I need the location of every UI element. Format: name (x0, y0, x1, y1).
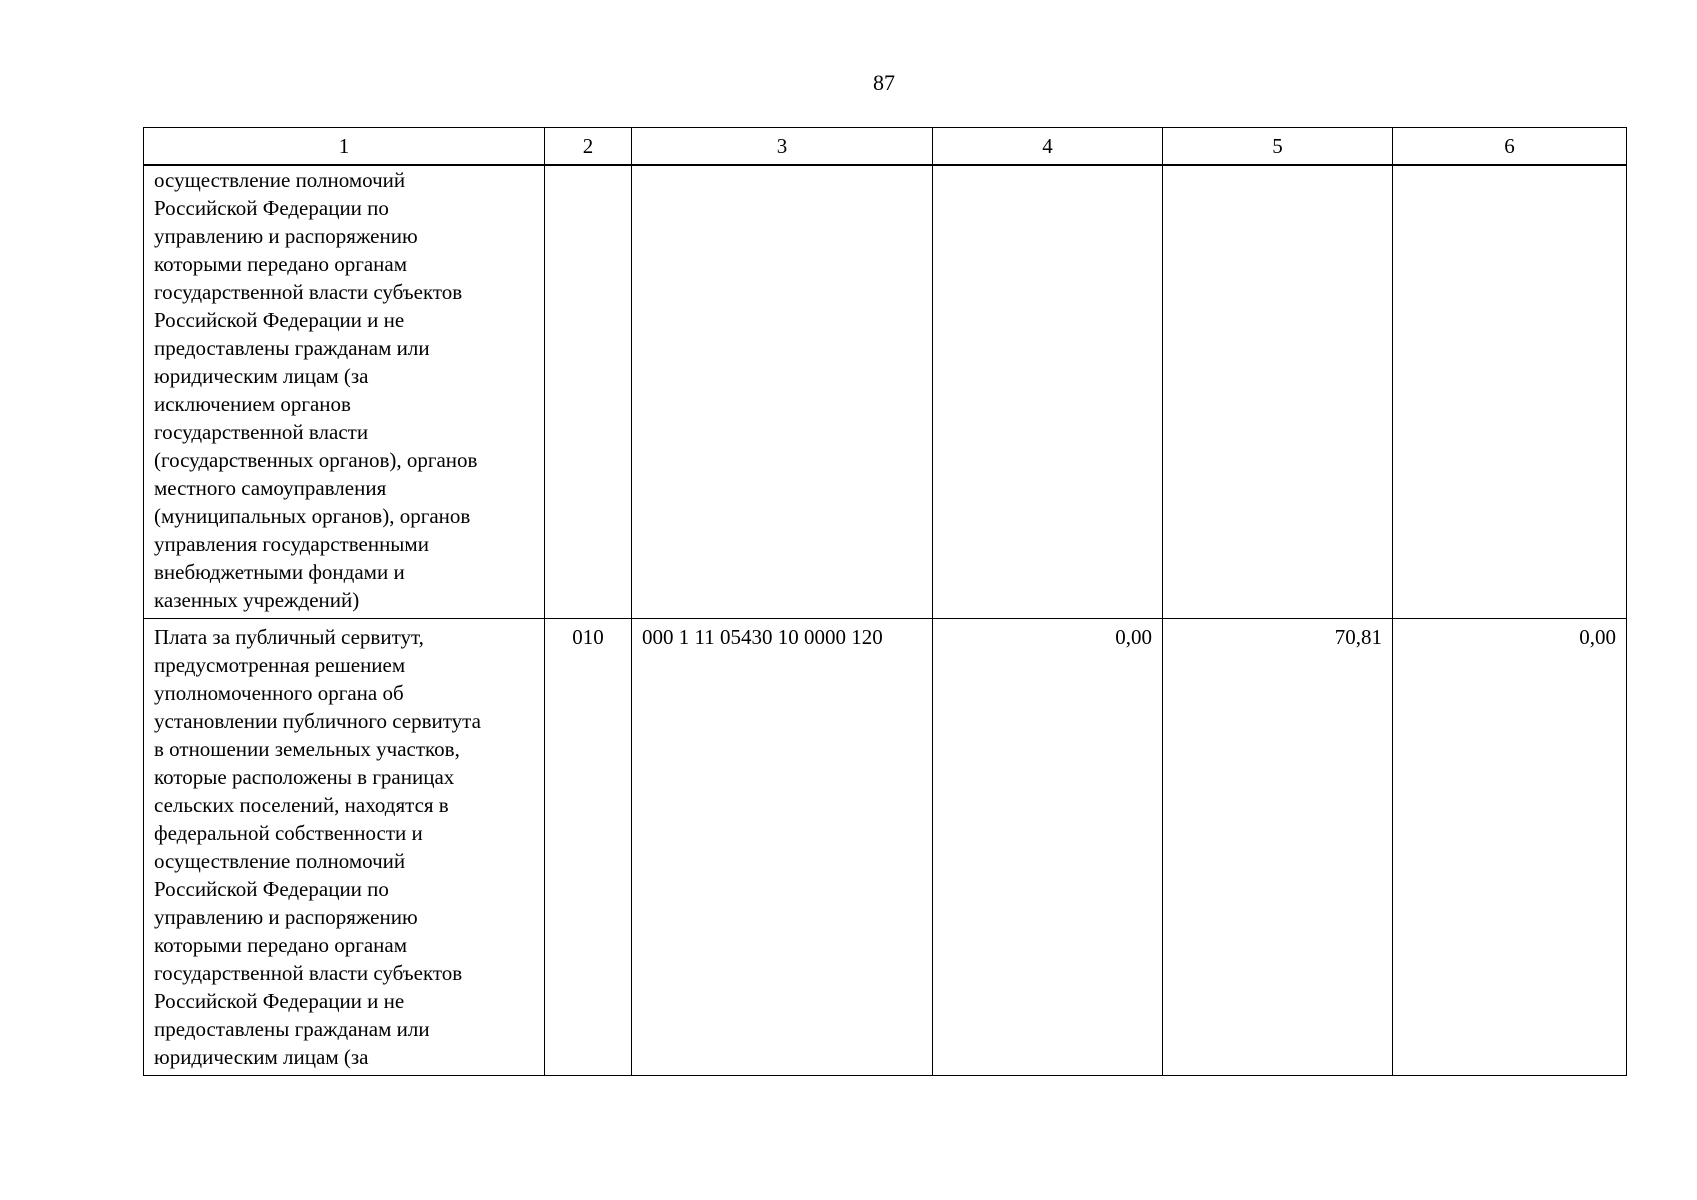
cell-code-kbk: 000 1 11 05430 10 0000 120 (632, 619, 933, 1076)
cell-code-admin (545, 165, 632, 619)
table-row (144, 165, 1627, 619)
column-header-5: 5 (1163, 128, 1393, 166)
table-row (144, 619, 1627, 1076)
cell-value-6 (1393, 165, 1627, 619)
description-text: Плата за публичный сервитут, предусмотренная решением уполномоченного органа об установлении публичного сервитута в отношении земельных участков, которые расположены в границах сельских поселений, находятся в федеральной собственности и осуществление полномочий Российской Федерации по управлению и распоряжению которыми передано органам государственной власти субъектов Российской Федерации и не предоставлены гражданам или юридическим лицам (за (154, 625, 481, 1069)
cell-value-5 (1163, 165, 1393, 619)
cell-value-4: 0,00 (933, 619, 1163, 1076)
data-table (143, 127, 1627, 1076)
table-header-row (144, 128, 1627, 166)
cell-value-4 (933, 165, 1163, 619)
cell-description (144, 165, 545, 619)
cell-value-6: 0,00 (1393, 619, 1627, 1076)
column-header-4: 4 (933, 128, 1163, 166)
cell-value-5: 70,81 (1163, 619, 1393, 1076)
cell-code-admin: 010 (545, 619, 632, 1076)
column-header-2: 2 (545, 128, 632, 166)
cell-code-kbk (632, 165, 933, 619)
column-header-6: 6 (1393, 128, 1627, 166)
page-number: 87 (873, 70, 895, 95)
cell-description (144, 619, 545, 1076)
column-header-1: 1 (144, 128, 545, 166)
description-text: осуществление полномочий Российской Федерации по управлению и распоряжению которыми передано органам государственной власти субъектов Российской Федерации и не предоставлены гражданам или юридическим лицам (за исключением органов государственной власти (государственных органов), органов местного самоуправления (муниципальных органов), органов управления государственными внебюджетными фондами и казенных учреждений) (154, 168, 478, 612)
column-header-3: 3 (632, 128, 933, 166)
